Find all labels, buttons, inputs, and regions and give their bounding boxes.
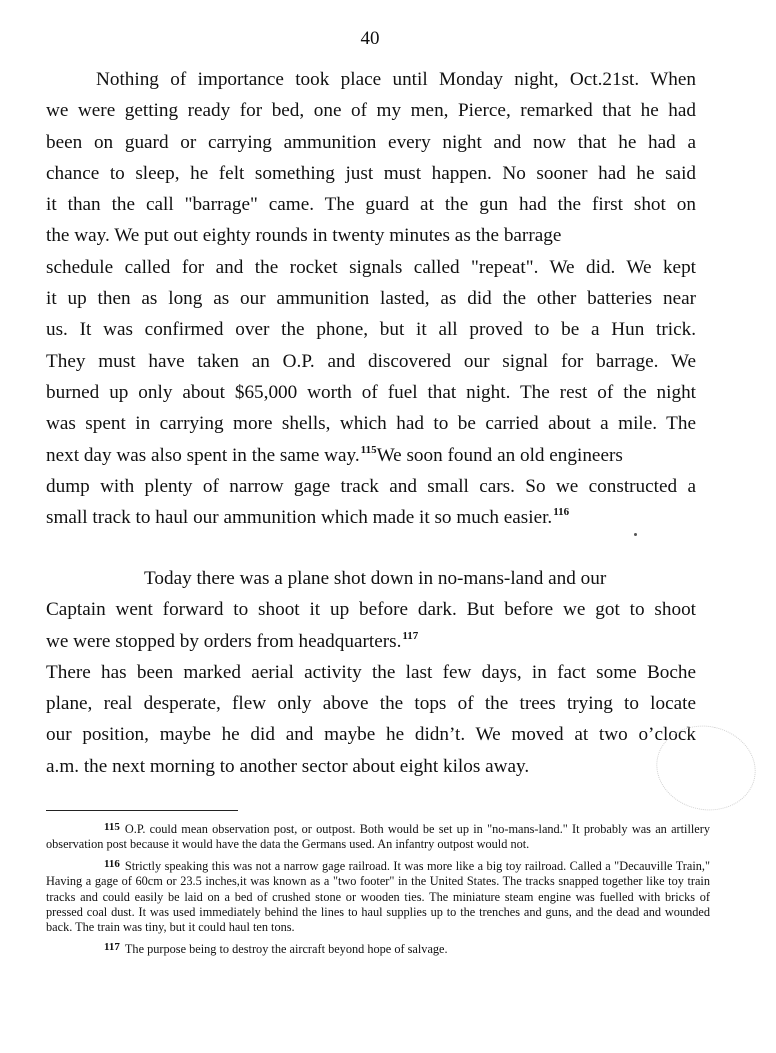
text-line: our position, maybe he did and maybe he didn’t. We moved at two o’clock [46,724,696,746]
text-line: been on guard or carrying ammunition every night and now that he had a [46,131,696,153]
text-segment: We soon found an old engineers [376,444,623,466]
text-line: it up then as long as our ammunition lasted, as did the other batteries near [46,288,696,310]
text-segment: small track to haul our ammunition which made it so much easier. [46,507,553,529]
page-number: 40 [360,28,380,49]
footnote-text: Strictly speaking this was not a narrow gage railroad. It was more like a big toy railroad. Called a "Decauville Train," Having a gage of 60cm or 23.5 inches,it was known as a "two footer" in the United States. The tracks snapped together like toy train tracks and could easily be laid on a bed of crushed stone or wooden ties. The miniature steam engine was fuelled with bricks of pressed coal dust. It was used immediately behind the lines to haul supplies up to the trenches and guns, and the dead and wounded back. The train was tiny, but it could haul ten tons. [46,858,710,935]
footnote-115 [46,822,710,853]
footnote-number: 116 [104,857,120,870]
text-line: was spent in carrying more shells, which had to be carried about a mile. The [46,413,696,435]
text-line: schedule called for and the rocket signals called "repeat". We did. We kept [46,256,696,278]
footnote-ref-117[interactable]: 117 [402,629,419,642]
text-line: dump with plenty of narrow gage track and small cars. So we constructed a [46,475,696,497]
footnote-text: O.P. could mean observation post, or outpost. Both would be set up in "no-mans-land." It probably was an artillery observation post because it would have the data the Germans used. An infantry outpost would not. [46,822,710,852]
text-line: burned up only about $65,000 worth of fuel that night. The rest of the night [46,381,696,403]
text-line: Today there was a plane shot down in no-mans-land and our [144,568,607,589]
text-line: a.m. the next morning to another sector about eight kilos away. [46,755,530,777]
footnote-rule [46,810,238,811]
text-line: us. It was confirmed over the phone, but it all proved to be a Hun trick. [46,319,696,341]
text-line: it than the call "barrage" came. The guard at the gun had the first shot on [46,194,696,216]
text-line: the way. We put out eighty rounds in twenty minutes as the barrage [46,225,562,247]
text-line: plane, real desperate, flew only above the tops of the trees trying to locate [46,693,696,715]
speck [634,533,637,536]
paragraph-2 [46,563,696,782]
text-line: chance to sleep, he felt something just must happen. No sooner had he said [46,162,696,184]
text-line: Nothing of importance took place until Monday night, Oct.21st. When [96,69,696,90]
footnote-ref-116[interactable]: 116 [553,506,570,519]
text-line: Captain went forward to shoot it up before dark. But before we got to shoot [46,599,696,621]
text-line: They must have taken an O.P. and discovered our signal for barrage. We [46,350,696,372]
text-line: we were getting ready for bed, one of my men, Pierce, remarked that he had [46,100,696,122]
text-line [46,502,696,533]
footnote-number: 115 [104,821,120,833]
footnote-116 [46,859,710,936]
footnotes [46,822,710,963]
text-segment: we were stopped by orders from headquarters. [46,630,402,652]
text-line [46,626,696,657]
footnote-117 [46,942,710,957]
text-line [46,440,696,471]
text-segment: next day was also spent in the same way. [46,444,360,466]
footnote-ref-115[interactable]: 115 [360,443,377,456]
paragraph-1 [46,64,696,533]
footnote-text: The purpose being to destroy the aircraft beyond hope of salvage. [124,941,448,956]
text-line: There has been marked aerial activity the last few days, in fact some Boche [46,661,696,683]
footnote-number: 117 [104,940,120,953]
